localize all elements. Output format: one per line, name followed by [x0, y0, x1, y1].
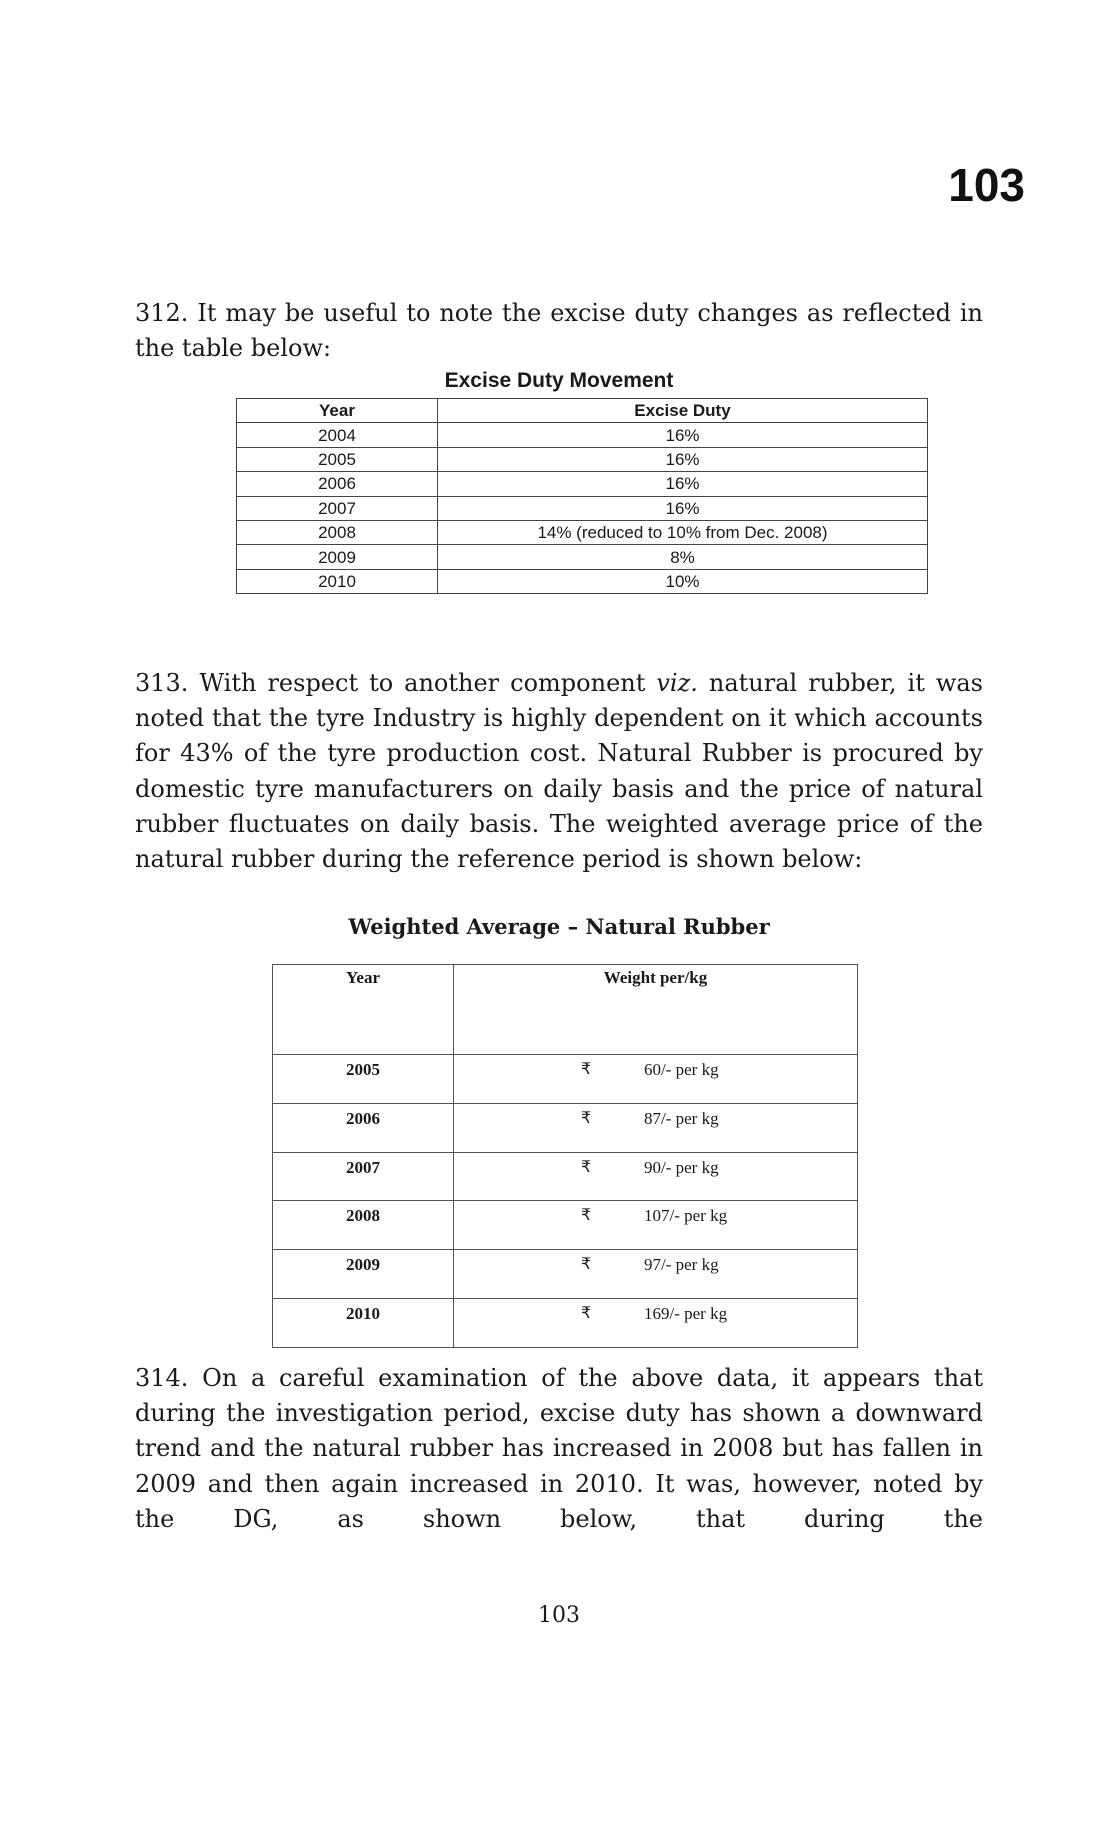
table-row: [273, 1201, 858, 1250]
table-row: [237, 569, 928, 593]
table-row: [237, 423, 928, 447]
year-cell: 2005: [237, 447, 438, 471]
column-header-year: Year: [273, 965, 454, 1055]
price-cell: [454, 1152, 858, 1201]
column-header-weight: Weight per/kg: [454, 965, 858, 1055]
excise-duty-cell: 16%: [438, 423, 928, 447]
rupee-icon: ₹: [581, 1254, 592, 1274]
column-header-excise-duty: Excise Duty: [438, 399, 928, 423]
excise-duty-cell: 8%: [438, 545, 928, 569]
table-row: [273, 1055, 858, 1104]
table-row: [237, 545, 928, 569]
table-row: [273, 1103, 858, 1152]
page-number-top: 103: [948, 159, 1025, 211]
paragraph-italic-term: viz.: [656, 669, 698, 697]
table-row: [237, 472, 928, 496]
year-cell: 2007: [273, 1152, 454, 1201]
rupee-icon: ₹: [581, 1059, 592, 1078]
year-cell: 2010: [237, 569, 438, 593]
excise-table-caption: Excise Duty Movement: [444, 369, 674, 392]
price-value: 60/- per kg: [644, 1060, 719, 1079]
paragraph-text: It may be useful to note the excise duty changes as reflected in the table below:: [135, 299, 983, 363]
paragraph-314: [135, 1361, 983, 1537]
excise-duty-cell: 14% (reduced to 10% from Dec. 2008): [438, 520, 928, 544]
year-cell: 2006: [273, 1103, 454, 1152]
column-header-year: Year: [237, 399, 438, 423]
price-value: 107/- per kg: [644, 1206, 728, 1226]
price-cell: [454, 1103, 858, 1152]
paragraph-number: 314.: [135, 1364, 189, 1392]
year-cell: 2004: [237, 423, 438, 447]
rupee-icon: ₹: [581, 1205, 592, 1225]
price-value: 97/- per kg: [644, 1255, 719, 1275]
excise-duty-cell: 16%: [438, 447, 928, 471]
excise-duty-cell: 16%: [438, 472, 928, 496]
year-cell: 2009: [273, 1250, 454, 1299]
price-cell: [454, 1201, 858, 1250]
table-row: [237, 496, 928, 520]
price-value: 169/- per kg: [644, 1303, 728, 1323]
table-row: [273, 1298, 858, 1347]
year-cell: 2005: [273, 1055, 454, 1104]
price-value: 90/- per kg: [644, 1157, 719, 1177]
price-cell: [454, 1055, 858, 1104]
paragraph-text-after: natural rubber, it was noted that the tyre Industry is highly dependent on it which accounts for 43% of the tyre production cost. Natural Rubber is procured by domestic tyre manufacturers on daily basis and the price of natural rubber fluctuates on daily basis. The weighted average price of the natural rubber during the reference period is shown below:: [135, 669, 983, 874]
table-row: [273, 1250, 858, 1299]
table-row: [273, 1152, 858, 1201]
table-header-row: [237, 399, 928, 423]
excise-duty-table: [236, 398, 928, 594]
year-cell: 2008: [273, 1201, 454, 1250]
paragraph-number: 312.: [135, 299, 189, 327]
year-cell: 2010: [273, 1298, 454, 1347]
year-cell: 2008: [237, 520, 438, 544]
paragraph-text: On a careful examination of the above data, it appears that during the investigation period, excise duty has shown a downward trend and the natural rubber has increased in 2008 but has fallen in 2009 and then again increased in 2010. It was, however, noted by the DG, as shown below, that during the: [135, 1364, 983, 1533]
paragraph-312: [135, 296, 983, 366]
excise-duty-cell: 16%: [438, 496, 928, 520]
rubber-table-caption: Weighted Average – Natural Rubber: [348, 914, 770, 939]
page-number-bottom: 103: [538, 1603, 580, 1628]
paragraph-313: [135, 666, 983, 877]
excise-duty-cell: 10%: [438, 569, 928, 593]
rupee-icon: ₹: [581, 1107, 592, 1127]
natural-rubber-table: [272, 964, 858, 1348]
year-cell: 2009: [237, 545, 438, 569]
year-cell: 2006: [237, 472, 438, 496]
price-value: 87/- per kg: [644, 1108, 719, 1128]
rupee-icon: ₹: [581, 1156, 592, 1176]
table-header-row: [273, 965, 858, 1055]
table-row: [237, 520, 928, 544]
paragraph-text-before: With respect to another component: [199, 669, 646, 697]
table-row: [237, 447, 928, 471]
paragraph-number: 313.: [135, 669, 189, 697]
rupee-icon: ₹: [581, 1302, 592, 1322]
price-cell: [454, 1298, 858, 1347]
price-cell: [454, 1250, 858, 1299]
year-cell: 2007: [237, 496, 438, 520]
